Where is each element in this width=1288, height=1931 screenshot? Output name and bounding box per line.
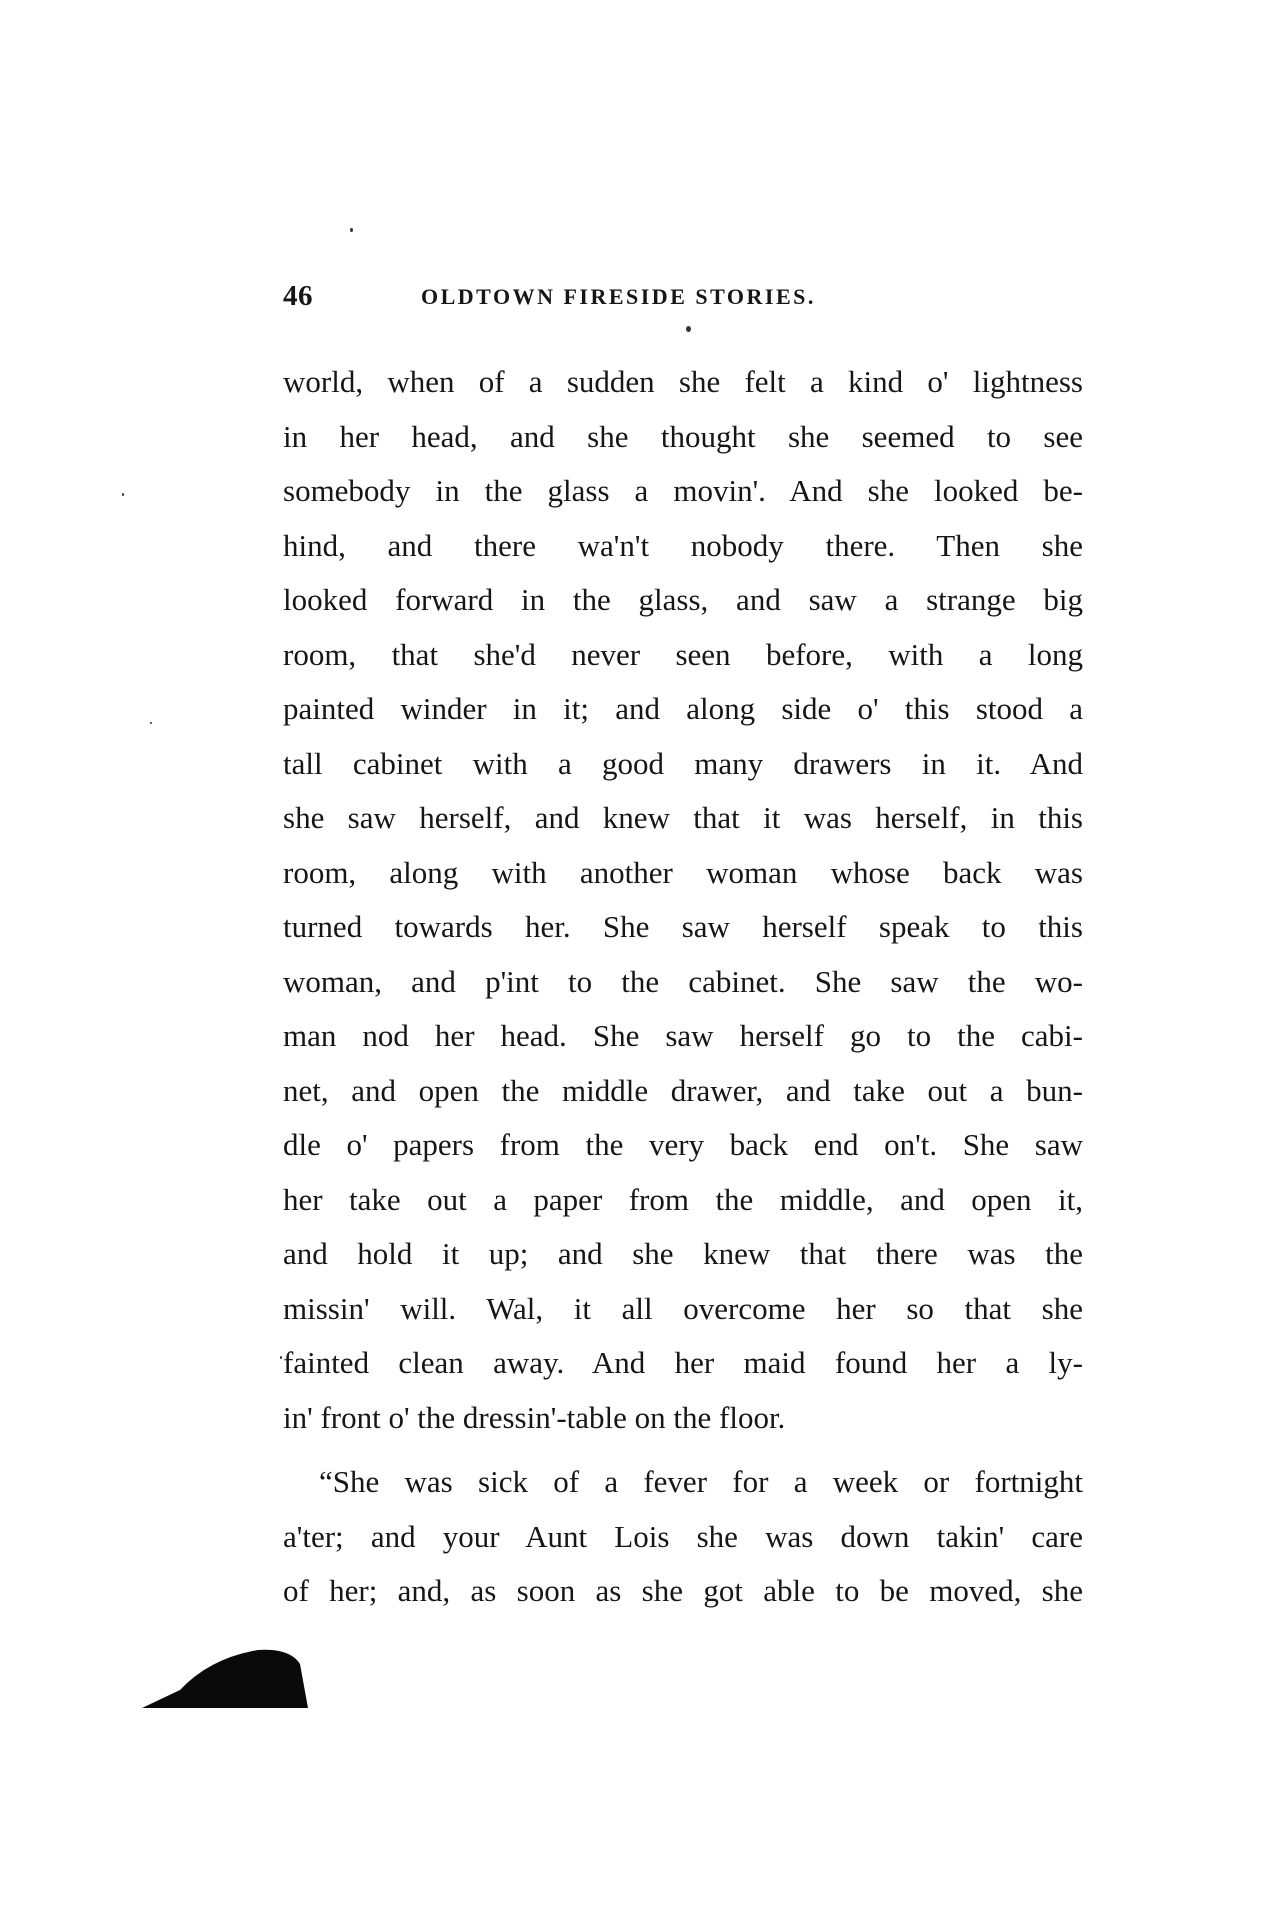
ink-blot xyxy=(140,1620,310,1710)
text-line: in her head, and she thought she seemed to see xyxy=(283,418,1083,454)
text-line: room, along with another woman whose back was xyxy=(283,854,1083,890)
scan-speck xyxy=(280,1356,282,1359)
scan-speck xyxy=(122,493,124,496)
text-line: missin' will. Wal, it all overcome her so that she xyxy=(283,1290,1083,1326)
text-line: looked forward in the glass, and saw a strange big xyxy=(283,582,1083,617)
text-line: hind, and there wa'n't nobody there. Then she xyxy=(283,527,1083,563)
scan-speck xyxy=(350,228,353,232)
page-number: 46 xyxy=(283,280,313,312)
paragraph-gap xyxy=(283,1445,1083,1455)
scan-speck xyxy=(150,722,152,724)
scan-speck xyxy=(686,326,691,332)
text-line: her take out a paper from the middle, and open it, xyxy=(283,1181,1083,1217)
page-header xyxy=(283,280,1083,320)
text-line: turned towards her. She saw herself speak to this xyxy=(283,909,1083,944)
body-text xyxy=(283,355,1083,1619)
text-line: a'ter; and your Aunt Lois she was down takin' care xyxy=(283,1518,1083,1554)
text-line: in' front o' the dressin'-table on the floor. xyxy=(283,1399,786,1435)
text-line: “She was sick of a fever for a week or fortnight xyxy=(319,1464,1083,1499)
text-line: dle o' papers from the very back end on't. She saw xyxy=(283,1127,1083,1162)
text-line: net, and open the middle drawer, and take out a bun- xyxy=(283,1072,1083,1108)
text-line: somebody in the glass a movin'. And she looked be- xyxy=(283,473,1083,508)
paragraph xyxy=(283,1455,1083,1619)
text-line: of her; and, as soon as she got able to be moved, she xyxy=(283,1573,1083,1608)
text-line: woman, and p'int to the cabinet. She saw the wo- xyxy=(283,963,1083,999)
text-line: fainted clean away. And her maid found her a ly- xyxy=(283,1345,1083,1380)
text-line: she saw herself, and knew that it was herself, in this xyxy=(283,800,1083,835)
text-line: and hold it up; and she knew that there was the xyxy=(283,1236,1083,1271)
text-line: world, when of a sudden she felt a kind o' lightness xyxy=(283,364,1083,399)
paragraph xyxy=(283,355,1083,1445)
running-title: OLDTOWN FIRESIDE STORIES. xyxy=(421,284,816,309)
text-line: painted winder in it; and along side o' this stood a xyxy=(283,691,1083,726)
text-line: room, that she'd never seen before, with a long xyxy=(283,636,1083,672)
text-line: tall cabinet with a good many drawers in it. And xyxy=(283,745,1083,781)
text-line: man nod her head. She saw herself go to the cabi- xyxy=(283,1018,1083,1053)
